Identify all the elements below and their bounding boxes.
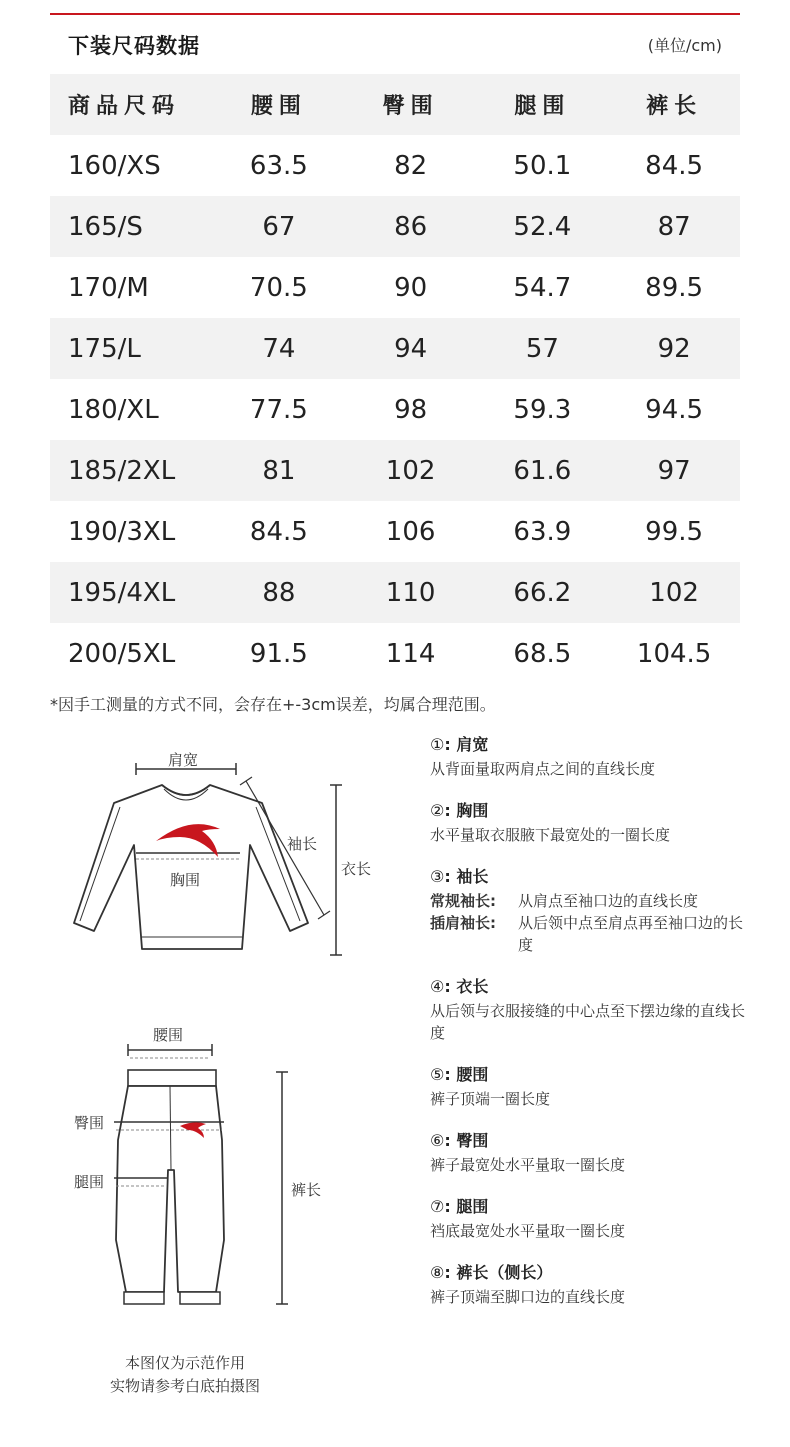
- table-cell: 81: [262, 455, 296, 486]
- table-cell: 99.5: [645, 516, 704, 547]
- table-cell: 63.9: [513, 516, 572, 547]
- definition-title: 臀围: [456, 1131, 489, 1150]
- column-header: 臀围: [382, 94, 439, 119]
- table-cell: 94: [394, 333, 428, 364]
- table-cell: 74: [262, 333, 296, 364]
- table-cell: 106: [385, 516, 436, 547]
- chest-label: 胸围: [170, 871, 201, 889]
- top-accent-line: [50, 13, 740, 15]
- table-cell: 77.5: [249, 394, 308, 425]
- table-cell: 57: [525, 333, 559, 364]
- table-cell: 87: [657, 211, 691, 242]
- definition-sub: [430, 912, 750, 956]
- table-cell: 61.6: [513, 455, 572, 486]
- table-cell: 175/L: [68, 333, 141, 364]
- measurement-definitions: [430, 732, 750, 1326]
- definition-body: 从后领与衣服接缝的中心点至下摆边缘的直线长度: [430, 1002, 746, 1042]
- pants-diagram-icon: [70, 1040, 330, 1315]
- table-cell: 84.5: [249, 516, 308, 547]
- definition-sub: [430, 890, 750, 912]
- definition-title: 胸围: [456, 801, 489, 820]
- definition-title: 袖长: [456, 867, 489, 886]
- definition-item: ⑧: 裤长（侧长） 裤子顶端至脚口边的直线长度: [430, 1260, 750, 1308]
- size-table: [50, 74, 740, 684]
- definition-body: 裤子最宽处水平量取一圈长度: [430, 1156, 626, 1174]
- definition-title: 裤长（侧长）: [456, 1263, 553, 1282]
- table-cell: 50.1: [513, 150, 572, 181]
- table-cell: 185/2XL: [68, 455, 176, 486]
- definition-title: 衣长: [456, 977, 489, 996]
- sub-value: 从肩点至袖口边的直线长度: [518, 892, 699, 910]
- table-cell: 82: [394, 150, 428, 181]
- definition-number: ⑧: [430, 1263, 445, 1282]
- diagram-caption: [80, 1352, 290, 1398]
- table-cell: 59.3: [513, 394, 572, 425]
- column-header: 腿围: [514, 94, 571, 119]
- table-cell: 70.5: [249, 272, 308, 303]
- table-cell: 190/3XL: [68, 516, 176, 547]
- table-cell: 165/S: [68, 211, 143, 242]
- table-cell: 52.4: [513, 211, 572, 242]
- definition-item: ②: 胸围 水平量取衣服腋下最宽处的一圈长度: [430, 798, 750, 846]
- table-row: [50, 379, 740, 440]
- table-cell: 91.5: [249, 638, 308, 669]
- table-cell: 90: [394, 272, 428, 303]
- table-cell: 104.5: [636, 638, 712, 669]
- table-row: [50, 623, 740, 684]
- sub-value: 从后领中点至肩点再至袖口边的长度: [518, 914, 744, 954]
- table-cell: 68.5: [513, 638, 572, 669]
- waist-label: 腰围: [153, 1026, 184, 1044]
- table-row: [50, 501, 740, 562]
- definition-body: 从背面量取两肩点之间的直线长度: [430, 760, 656, 778]
- definition-number: ⑦: [430, 1197, 445, 1216]
- definition-item: ⑥: 臀围 裤子最宽处水平量取一圈长度: [430, 1128, 750, 1176]
- column-header: 商品尺码: [68, 94, 181, 119]
- sweatshirt-diagram-icon: [50, 745, 370, 970]
- table-cell: 92: [657, 333, 691, 364]
- definition-body: 裤子顶端至脚口边的直线长度: [430, 1288, 626, 1306]
- table-cell: 110: [385, 577, 436, 608]
- table-cell: 97: [657, 455, 691, 486]
- table-cell: 89.5: [645, 272, 704, 303]
- thigh-label: 腿围: [74, 1173, 105, 1191]
- table-row: [50, 562, 740, 623]
- table-row: [50, 318, 740, 379]
- definition-body: 水平量取衣服腋下最宽处的一圈长度: [430, 826, 671, 844]
- length-label: 衣长: [341, 860, 372, 878]
- table-cell: 84.5: [645, 150, 704, 181]
- table-cell: 102: [385, 455, 436, 486]
- page-title: 下装尺码数据: [68, 34, 200, 58]
- table-row: [50, 135, 740, 196]
- shoulder-label: 肩宽: [168, 751, 199, 769]
- definition-item: ⑦: 腿围 裆底最宽处水平量取一圈长度: [430, 1194, 750, 1242]
- table-cell: 88: [262, 577, 296, 608]
- definition-item: ①: 肩宽 从背面量取两肩点之间的直线长度: [430, 732, 750, 780]
- table-cell: 114: [385, 638, 436, 669]
- table-cell: 98: [394, 394, 428, 425]
- table-cell: 200/5XL: [68, 638, 176, 669]
- sub-key: 插肩袖长:: [430, 914, 496, 932]
- table-cell: 63.5: [249, 150, 308, 181]
- definition-title: 腰围: [456, 1065, 489, 1084]
- table-cell: 66.2: [513, 577, 572, 608]
- definition-number: ②: [430, 801, 445, 820]
- caption-line: 实物请参考白底拍摄图: [109, 1377, 260, 1395]
- sub-key: 常规袖长:: [430, 892, 496, 910]
- sleeve-label: 袖长: [287, 835, 318, 853]
- table-cell: 170/M: [68, 272, 149, 303]
- definition-body: 裆底最宽处水平量取一圈长度: [430, 1222, 626, 1240]
- hip-label: 臀围: [74, 1114, 105, 1132]
- caption-line: 本图仅为示范作用: [124, 1354, 245, 1372]
- definition-item: ③: 袖长 常规袖长: 从肩点至袖口边的直线长度 插肩袖长: 从后领中点至肩点再至袖口边的长度: [430, 864, 750, 956]
- table-cell: 54.7: [513, 272, 572, 303]
- table-cell: 86: [394, 211, 428, 242]
- definition-number: ⑤: [430, 1065, 445, 1084]
- unit-label: (单位/cm): [647, 36, 722, 55]
- table-row: [50, 257, 740, 318]
- table-cell: 102: [649, 577, 699, 608]
- table-row: [50, 196, 740, 257]
- definition-item: ⑤: 腰围 裤子顶端一圈长度: [430, 1062, 750, 1110]
- definition-body: 裤子顶端一圈长度: [430, 1090, 551, 1108]
- table-cell: 195/4XL: [68, 577, 176, 608]
- definition-item: ④: 衣长 从后领与衣服接缝的中心点至下摆边缘的直线长度: [430, 974, 750, 1044]
- definition-number: ①: [430, 735, 445, 754]
- definition-title: 肩宽: [456, 735, 489, 754]
- table-cell: 160/XS: [68, 150, 161, 181]
- column-header: 裤长: [646, 94, 703, 119]
- definition-number: ③: [430, 867, 445, 886]
- table-header-row: [50, 74, 740, 135]
- table-cell: 67: [262, 211, 296, 242]
- column-header: 腰围: [250, 94, 307, 119]
- table-cell: 94.5: [645, 394, 704, 425]
- definition-number: ⑥: [430, 1131, 445, 1150]
- measurement-note: *因手工测量的方式不同，会存在+-3cm误差，均属合理范围。: [50, 695, 496, 714]
- table-row: [50, 440, 740, 501]
- pant-length-label: 裤长: [291, 1181, 322, 1199]
- definition-title: 腿围: [456, 1197, 489, 1216]
- definition-number: ④: [430, 977, 445, 996]
- table-cell: 180/XL: [68, 394, 159, 425]
